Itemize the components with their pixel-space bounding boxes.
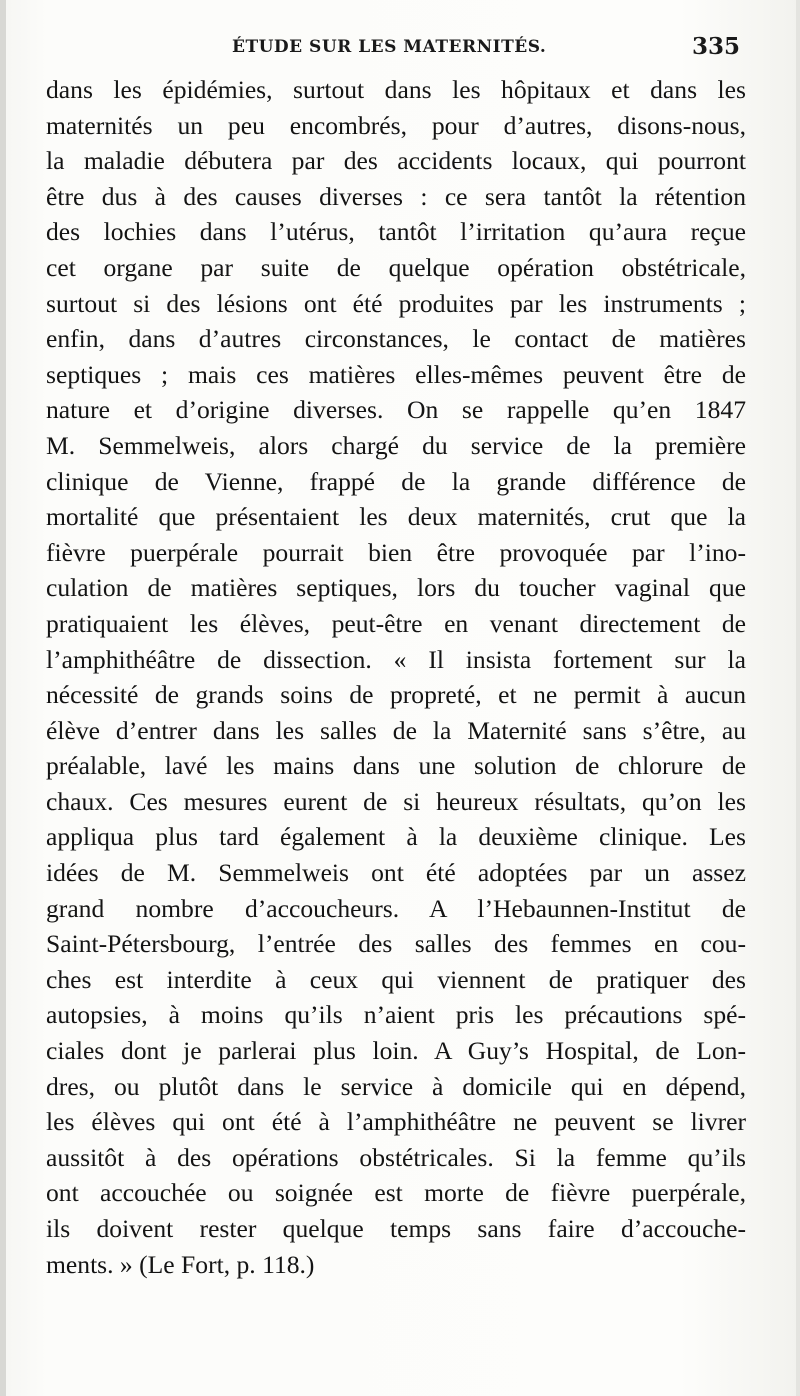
text-line: maternités un peu encombrés, pour d’autres, disons-nous, (46, 110, 746, 140)
text-line: mortalité que présentaient les deux maternités, crut que la (46, 502, 746, 532)
text-line: aussitôt à des opérations obstétricales. Si la femme qu’ils (46, 1142, 746, 1172)
text-line: chaux. Ces mesures eurent de si heureux résultats, qu’on les (46, 786, 746, 816)
text-line: appliqua plus tard également à la deuxième clinique. Les (46, 822, 746, 852)
text-line: idées de M. Semmelweis ont été adoptées par un assez (46, 858, 746, 888)
text-line: être dus à des causes diverses : ce sera tantôt la rétention (46, 181, 746, 211)
text-line: les élèves qui ont été à l’amphithéâtre ne peuvent se livrer (46, 1107, 746, 1137)
page-left-edge (0, 0, 6, 1396)
text-line: fièvre puerpérale pourrait bien être provoquée par l’ino- (46, 537, 746, 567)
text-line: l’amphithéâtre de dissection. « Il insista fortement sur la (46, 644, 746, 674)
text-line: dans les épidémies, surtout dans les hôpitaux et dans les (46, 75, 746, 104)
page-right-edge (796, 0, 800, 1396)
text-line-last: ments. » (Le Fort, p. 118.) (46, 1249, 315, 1279)
text-line: surtout si des lésions ont été produites par les instruments ; (46, 288, 746, 318)
text-line: pratiquaient les élèves, peut-être en venant directement de (46, 608, 746, 638)
text-line: clinique de Vienne, frappé de la grande différence de (46, 466, 746, 496)
text-line: culation de matières septiques, lors du toucher vaginal que (46, 573, 746, 603)
text-line: cet organe par suite de quelque opération obstétricale, (46, 252, 746, 282)
text-line: grand nombre d’accoucheurs. A l’Hebaunnen-Institut de (46, 893, 746, 923)
text-line: Saint-Pétersbourg, l’entrée des salles des femmes en cou- (46, 929, 746, 959)
text-line: septiques ; mais ces matières elles-mêmes peuvent être de (46, 359, 746, 389)
text-line: ches est interdite à ceux qui viennent de pratiquer des (46, 964, 746, 994)
text-line: nécessité de grands soins de propreté, et ne permit à aucun (46, 680, 746, 710)
body-text (46, 72, 746, 1282)
page-number: 335 (691, 33, 740, 60)
text-line: ciales dont je parlerai plus loin. A Guy’s Hospital, de Lon- (46, 1036, 746, 1066)
text-line: des lochies dans l’utérus, tantôt l’irritation qu’aura reçue (46, 217, 746, 247)
running-head (46, 33, 744, 67)
text-line: ils doivent rester quelque temps sans faire d’accouche- (46, 1214, 746, 1243)
text-line: la maladie débutera par des accidents locaux, qui pourront (46, 146, 746, 176)
text-line: enfin, dans d’autres circonstances, le contact de matières (46, 324, 746, 354)
text-line: autopsies, à moins qu’ils n’aient pris les précautions spé- (46, 1000, 746, 1030)
text-line: préalable, lavé les mains dans une solution de chlorure de (46, 751, 746, 781)
running-title: ÉTUDE SUR LES MATERNITÉS. (232, 37, 547, 57)
text-line: élève d’entrer dans les salles de la Maternité sans s’être, au (46, 715, 746, 745)
text-line: dres, ou plutôt dans le service à domicile qui en dépend, (46, 1071, 746, 1101)
text-line: nature et d’origine diverses. On se rappelle qu’en 1847 (46, 395, 746, 425)
text-line: ont accouchée ou soignée est morte de fièvre puerpérale, (46, 1178, 746, 1208)
text-line: M. Semmelweis, alors chargé du service de la première (46, 430, 746, 460)
